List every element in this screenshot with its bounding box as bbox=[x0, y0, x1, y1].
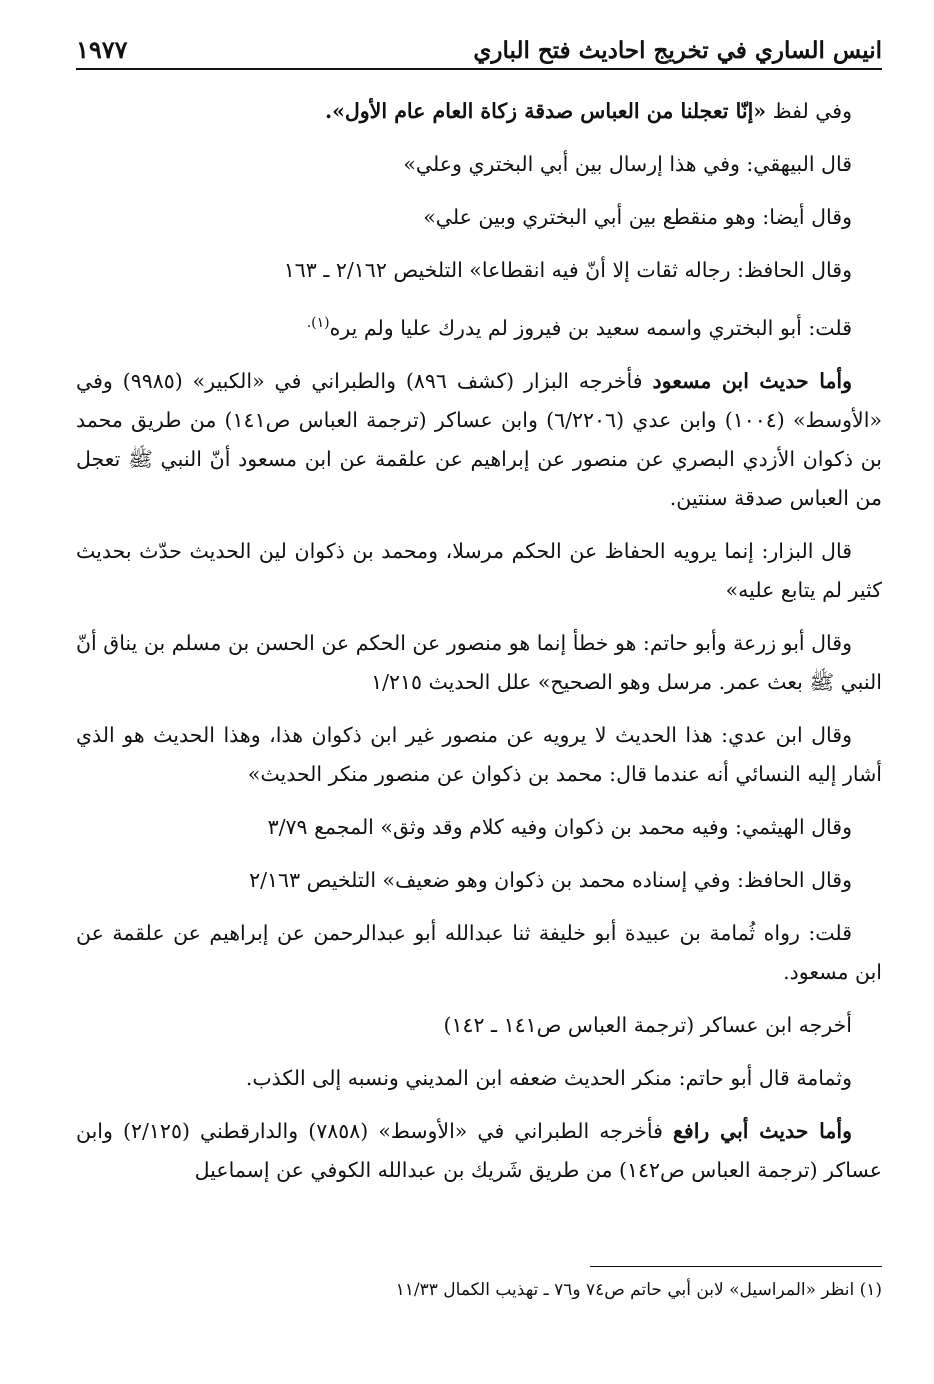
paragraph-11: وقال الحافظ: وفي إسناده محمد بن ذكوان وهو ضعيف» التلخيص ٢/١٦٣ bbox=[249, 867, 852, 892]
paragraph-10: وقال الهيثمي: وفيه محمد بن ذكوان وفيه كلام وقد وثق» المجمع ٣/٧٩ bbox=[267, 814, 852, 839]
paragraph-9: وقال ابن عدي: هذا الحديث لا يرويه عن منصور غير ابن ذكوان هذا، وهذا الحديث هو الذي أشار إليه النسائي أنه عندما قال: محمد بن ذكوان عن منصور منكر الحديث» bbox=[76, 722, 882, 786]
book-title: انيس الساري في تخريج احاديث فتح الباري bbox=[473, 37, 882, 64]
paragraph-14: وثمامة قال أبو حاتم: منكر الحديث ضعفه ابن المديني ونسبه إلى الكذب. bbox=[245, 1065, 852, 1090]
paragraph-8: وقال أبو زرعة وأبو حاتم: هو خطأ إنما هو منصور عن الحكم عن الحسن بن مسلم بن يناق أنّ النبي ﷺ بعث عمر. مرسل وهو الصحيح» علل الحديث ١/٢١٥ bbox=[76, 630, 882, 694]
paragraph-6: وأما حديث ابن مسعود فأخرجه البزار (كشف ٨٩٦) والطبراني في «الكبير» (٩٩٨٥) وفي «الأوسط» (١٠٠٤) وابن عدي (٦/٢٢٠٦) وابن عساكر (ترجمة العباس ص١٤١) من طريق محمد بن ذكوان الأزدي البصري عن منصور عن إبراهيم عن علقمة عن ابن مسعود أنّ النبي ﷺ تعجل من العباس صدقة سنتين. bbox=[76, 368, 882, 510]
paragraph-15: وأما حديث أبي رافع فأخرجه الطبراني في «الأوسط» (٧٨٥٨) والدارقطني (٢/١٢٥) وابن عساكر (ترجمة العباس ص١٤٢) من طريق شَريك بن عبدالله الكوفي عن إسماعيل bbox=[76, 1118, 882, 1182]
footnote-separator bbox=[590, 1266, 882, 1267]
paragraph-2: قال البيهقي: وفي هذا إرسال بين أبي البختري وعلي» bbox=[403, 152, 852, 176]
paragraph-12: قلت: رواه ثُمامة بن عبيدة أبو خليفة ثنا عبدالله أبو عبدالرحمن عن إبراهيم عن علقمة عن ابن مسعود. bbox=[76, 920, 882, 984]
paragraph-4: وقال الحافظ: رجاله ثقات إلا أنّ فيه انقطاعا» التلخيص ٢/١٦٢ ـ ١٦٣ bbox=[283, 258, 852, 282]
paragraph-7: قال البزار: إنما يرويه الحفاظ عن الحكم مرسلا، ومحمد بن ذكوان لين الحديث حدّث بحديث كثير لم يتابع عليه» bbox=[76, 538, 882, 602]
paragraph-13: أخرجه ابن عساكر (ترجمة العباس ص١٤١ ـ ١٤٢) bbox=[443, 1012, 852, 1037]
footnote-ref: (١). bbox=[306, 315, 330, 331]
footnote: (١) انظر «المراسيل» لابن أبي حاتم ص٧٤ و٧٦ ـ تهذيب الكمال ١١/٣٣ bbox=[395, 1280, 882, 1300]
paragraph-1: وفي لفظ «إنّا تعجلنا من العباس صدقة زكاة العام عام الأول». bbox=[324, 99, 852, 123]
running-header bbox=[76, 30, 882, 70]
paragraph-3: وقال أيضا: وهو منقطع بين أبي البختري وبين علي» bbox=[423, 205, 852, 229]
page-number: ١٩٧٧ bbox=[76, 35, 128, 64]
paragraph-5: قلت: أبو البختري واسمه سعيد بن فيروز لم يدرك عليا ولم يره$^{(١).}$ bbox=[306, 315, 852, 340]
body-text bbox=[76, 92, 882, 1204]
